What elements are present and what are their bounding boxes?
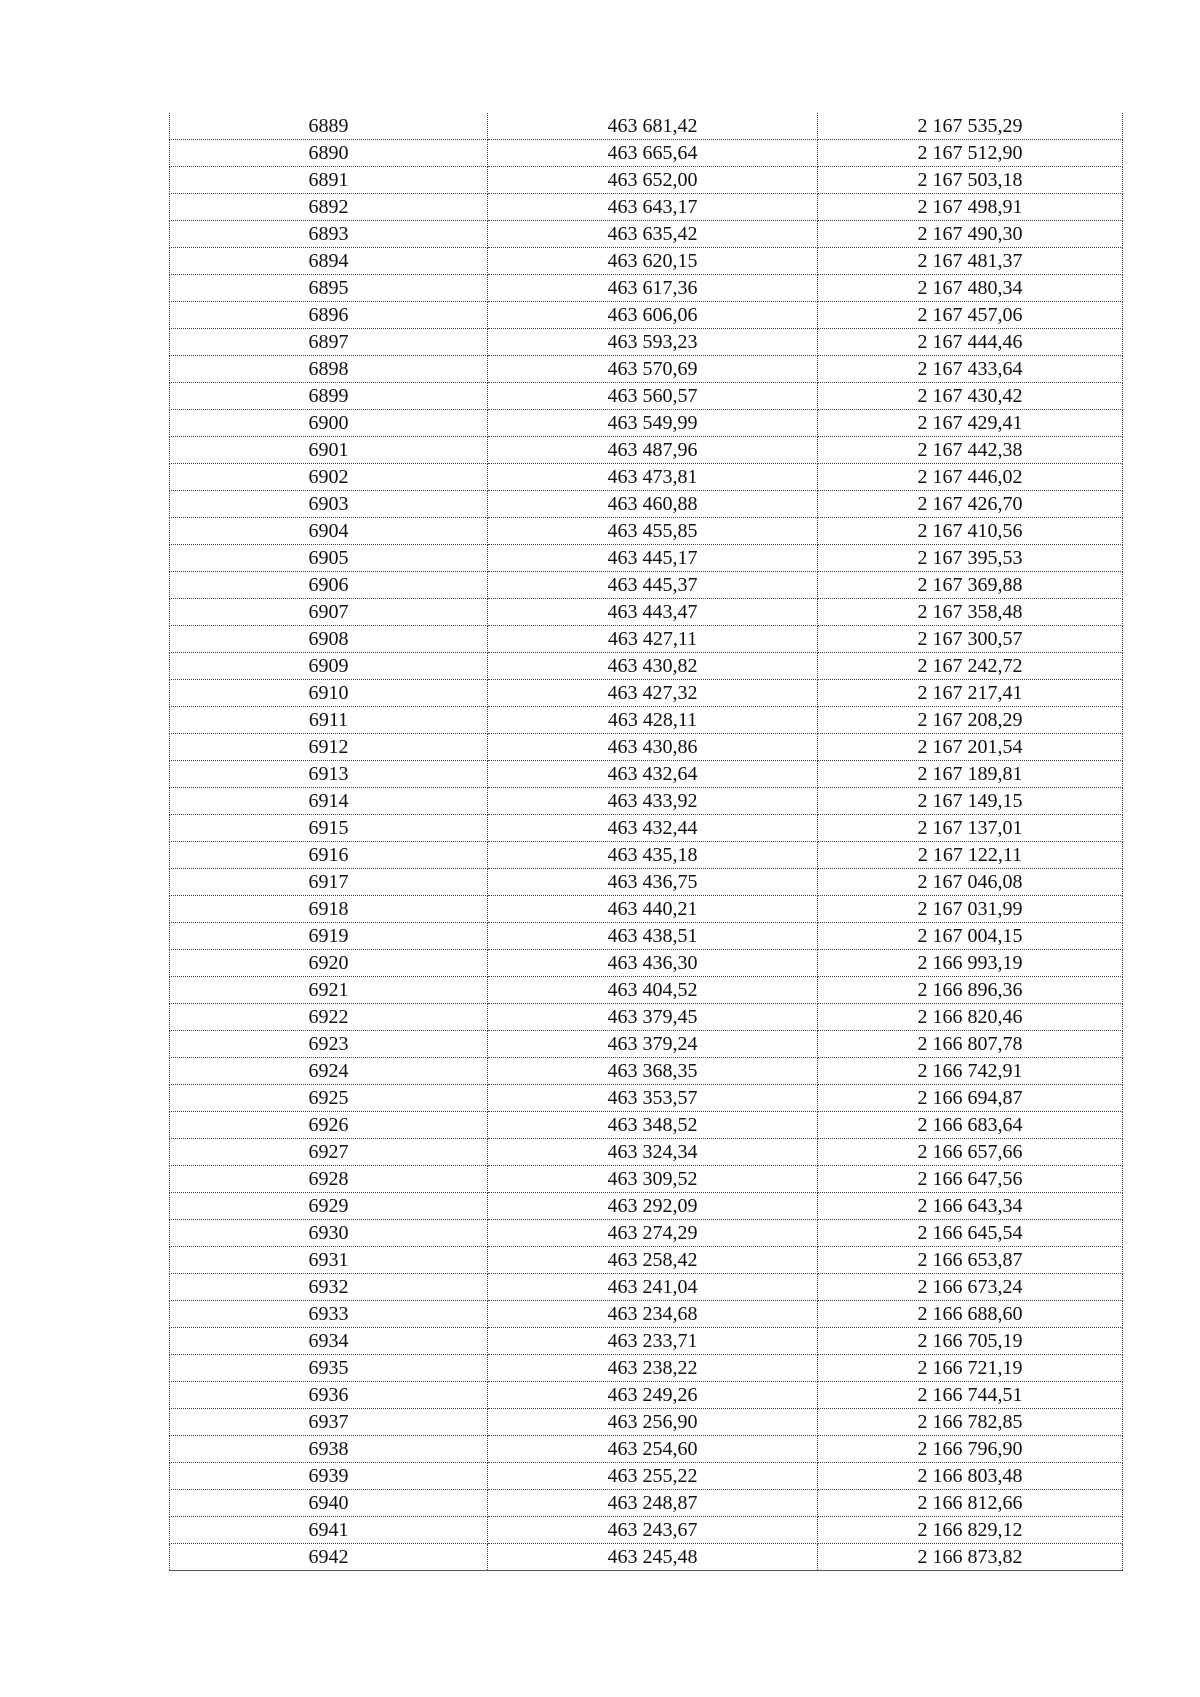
point-number-cell: 6919: [170, 923, 488, 950]
table-row: [170, 1463, 1123, 1490]
y-coordinate-cell: 2 167 457,06: [818, 302, 1123, 329]
point-number-cell: 6928: [170, 1166, 488, 1193]
y-coordinate-cell: 2 166 812,66: [818, 1490, 1123, 1517]
table-row: [170, 1490, 1123, 1517]
x-coordinate-cell: 463 445,17: [488, 545, 818, 572]
table-row: [170, 1517, 1123, 1544]
point-number-cell: 6914: [170, 788, 488, 815]
table-row: [170, 302, 1123, 329]
y-coordinate-cell: 2 167 217,41: [818, 680, 1123, 707]
x-coordinate-cell: 463 570,69: [488, 356, 818, 383]
y-coordinate-cell: 2 167 503,18: [818, 167, 1123, 194]
point-number-cell: 6921: [170, 977, 488, 1004]
y-coordinate-cell: 2 167 122,11: [818, 842, 1123, 869]
x-coordinate-cell: 463 487,96: [488, 437, 818, 464]
point-number-cell: 6913: [170, 761, 488, 788]
point-number-cell: 6892: [170, 194, 488, 221]
table-row: [170, 842, 1123, 869]
y-coordinate-cell: 2 166 643,34: [818, 1193, 1123, 1220]
x-coordinate-cell: 463 255,22: [488, 1463, 818, 1490]
y-coordinate-cell: 2 166 803,48: [818, 1463, 1123, 1490]
point-number-cell: 6889: [170, 113, 488, 140]
y-coordinate-cell: 2 166 873,82: [818, 1544, 1123, 1571]
x-coordinate-cell: 463 241,04: [488, 1274, 818, 1301]
y-coordinate-cell: 2 166 673,24: [818, 1274, 1123, 1301]
table-row: [170, 653, 1123, 680]
x-coordinate-cell: 463 438,51: [488, 923, 818, 950]
point-number-cell: 6922: [170, 1004, 488, 1031]
table-row: [170, 1139, 1123, 1166]
table-row: [170, 275, 1123, 302]
point-number-cell: 6918: [170, 896, 488, 923]
y-coordinate-cell: 2 166 647,56: [818, 1166, 1123, 1193]
x-coordinate-cell: 463 309,52: [488, 1166, 818, 1193]
x-coordinate-cell: 463 433,92: [488, 788, 818, 815]
y-coordinate-cell: 2 167 498,91: [818, 194, 1123, 221]
point-number-cell: 6909: [170, 653, 488, 680]
y-coordinate-cell: 2 166 807,78: [818, 1031, 1123, 1058]
y-coordinate-cell: 2 166 721,19: [818, 1355, 1123, 1382]
table-row: [170, 437, 1123, 464]
y-coordinate-cell: 2 167 358,48: [818, 599, 1123, 626]
x-coordinate-cell: 463 234,68: [488, 1301, 818, 1328]
x-coordinate-cell: 463 635,42: [488, 221, 818, 248]
table-row: [170, 1355, 1123, 1382]
point-number-cell: 6917: [170, 869, 488, 896]
y-coordinate-cell: 2 167 535,29: [818, 113, 1123, 140]
y-coordinate-cell: 2 167 433,64: [818, 356, 1123, 383]
y-coordinate-cell: 2 167 395,53: [818, 545, 1123, 572]
y-coordinate-cell: 2 167 512,90: [818, 140, 1123, 167]
table-row: [170, 356, 1123, 383]
table-row: [170, 707, 1123, 734]
y-coordinate-cell: 2 167 369,88: [818, 572, 1123, 599]
x-coordinate-cell: 463 665,64: [488, 140, 818, 167]
x-coordinate-cell: 463 379,24: [488, 1031, 818, 1058]
y-coordinate-cell: 2 166 653,87: [818, 1247, 1123, 1274]
point-number-cell: 6923: [170, 1031, 488, 1058]
x-coordinate-cell: 463 233,71: [488, 1328, 818, 1355]
table-row: [170, 1220, 1123, 1247]
y-coordinate-cell: 2 167 490,30: [818, 221, 1123, 248]
x-coordinate-cell: 463 549,99: [488, 410, 818, 437]
x-coordinate-cell: 463 455,85: [488, 518, 818, 545]
point-number-cell: 6920: [170, 950, 488, 977]
y-coordinate-cell: 2 167 300,57: [818, 626, 1123, 653]
table-row: [170, 815, 1123, 842]
table-row: [170, 950, 1123, 977]
y-coordinate-cell: 2 167 429,41: [818, 410, 1123, 437]
point-number-cell: 6900: [170, 410, 488, 437]
table-row: [170, 1274, 1123, 1301]
table-row: [170, 491, 1123, 518]
y-coordinate-cell: 2 167 201,54: [818, 734, 1123, 761]
table-row: [170, 1112, 1123, 1139]
x-coordinate-cell: 463 436,75: [488, 869, 818, 896]
point-number-cell: 6915: [170, 815, 488, 842]
y-coordinate-cell: 2 167 242,72: [818, 653, 1123, 680]
table-row: [170, 1328, 1123, 1355]
x-coordinate-cell: 463 436,30: [488, 950, 818, 977]
table-row: [170, 1409, 1123, 1436]
x-coordinate-cell: 463 274,29: [488, 1220, 818, 1247]
point-number-cell: 6934: [170, 1328, 488, 1355]
table-row: [170, 329, 1123, 356]
y-coordinate-cell: 2 166 796,90: [818, 1436, 1123, 1463]
table-row: [170, 869, 1123, 896]
point-number-cell: 6898: [170, 356, 488, 383]
point-number-cell: 6941: [170, 1517, 488, 1544]
point-number-cell: 6936: [170, 1382, 488, 1409]
x-coordinate-cell: 463 256,90: [488, 1409, 818, 1436]
point-number-cell: 6911: [170, 707, 488, 734]
table-row: [170, 1301, 1123, 1328]
x-coordinate-cell: 463 435,18: [488, 842, 818, 869]
y-coordinate-cell: 2 167 410,56: [818, 518, 1123, 545]
x-coordinate-cell: 463 440,21: [488, 896, 818, 923]
table-row: [170, 1544, 1123, 1571]
x-coordinate-cell: 463 292,09: [488, 1193, 818, 1220]
y-coordinate-cell: 2 167 031,99: [818, 896, 1123, 923]
y-coordinate-cell: 2 167 004,15: [818, 923, 1123, 950]
x-coordinate-cell: 463 379,45: [488, 1004, 818, 1031]
point-number-cell: 6933: [170, 1301, 488, 1328]
point-number-cell: 6906: [170, 572, 488, 599]
x-coordinate-cell: 463 368,35: [488, 1058, 818, 1085]
x-coordinate-cell: 463 324,34: [488, 1139, 818, 1166]
y-coordinate-cell: 2 167 442,38: [818, 437, 1123, 464]
x-coordinate-cell: 463 432,44: [488, 815, 818, 842]
x-coordinate-cell: 463 681,42: [488, 113, 818, 140]
y-coordinate-cell: 2 166 694,87: [818, 1085, 1123, 1112]
table-row: [170, 248, 1123, 275]
table-row: [170, 977, 1123, 1004]
table-row: [170, 410, 1123, 437]
table-row: [170, 167, 1123, 194]
y-coordinate-cell: 2 167 208,29: [818, 707, 1123, 734]
point-number-cell: 6926: [170, 1112, 488, 1139]
point-number-cell: 6930: [170, 1220, 488, 1247]
point-number-cell: 6904: [170, 518, 488, 545]
y-coordinate-cell: 2 166 657,66: [818, 1139, 1123, 1166]
point-number-cell: 6903: [170, 491, 488, 518]
point-number-cell: 6899: [170, 383, 488, 410]
x-coordinate-cell: 463 245,48: [488, 1544, 818, 1571]
y-coordinate-cell: 2 167 480,34: [818, 275, 1123, 302]
point-number-cell: 6925: [170, 1085, 488, 1112]
x-coordinate-cell: 463 593,23: [488, 329, 818, 356]
table-row: [170, 1085, 1123, 1112]
point-number-cell: 6927: [170, 1139, 488, 1166]
y-coordinate-cell: 2 166 645,54: [818, 1220, 1123, 1247]
point-number-cell: 6908: [170, 626, 488, 653]
y-coordinate-cell: 2 166 820,46: [818, 1004, 1123, 1031]
x-coordinate-cell: 463 445,37: [488, 572, 818, 599]
table-row: [170, 1193, 1123, 1220]
point-number-cell: 6910: [170, 680, 488, 707]
point-number-cell: 6893: [170, 221, 488, 248]
point-number-cell: 6894: [170, 248, 488, 275]
point-number-cell: 6938: [170, 1436, 488, 1463]
table-row: [170, 545, 1123, 572]
x-coordinate-cell: 463 606,06: [488, 302, 818, 329]
x-coordinate-cell: 463 428,11: [488, 707, 818, 734]
point-number-cell: 6942: [170, 1544, 488, 1571]
x-coordinate-cell: 463 249,26: [488, 1382, 818, 1409]
x-coordinate-cell: 463 652,00: [488, 167, 818, 194]
point-number-cell: 6916: [170, 842, 488, 869]
point-number-cell: 6896: [170, 302, 488, 329]
x-coordinate-cell: 463 617,36: [488, 275, 818, 302]
coordinates-table-body: [170, 113, 1123, 1571]
x-coordinate-cell: 463 258,42: [488, 1247, 818, 1274]
x-coordinate-cell: 463 353,57: [488, 1085, 818, 1112]
x-coordinate-cell: 463 430,86: [488, 734, 818, 761]
table-row: [170, 761, 1123, 788]
y-coordinate-cell: 2 166 829,12: [818, 1517, 1123, 1544]
point-number-cell: 6935: [170, 1355, 488, 1382]
point-number-cell: 6901: [170, 437, 488, 464]
table-row: [170, 140, 1123, 167]
y-coordinate-cell: 2 167 446,02: [818, 464, 1123, 491]
point-number-cell: 6905: [170, 545, 488, 572]
x-coordinate-cell: 463 248,87: [488, 1490, 818, 1517]
x-coordinate-cell: 463 254,60: [488, 1436, 818, 1463]
x-coordinate-cell: 463 460,88: [488, 491, 818, 518]
x-coordinate-cell: 463 473,81: [488, 464, 818, 491]
point-number-cell: 6897: [170, 329, 488, 356]
table-row: [170, 734, 1123, 761]
y-coordinate-cell: 2 167 430,42: [818, 383, 1123, 410]
point-number-cell: 6890: [170, 140, 488, 167]
x-coordinate-cell: 463 620,15: [488, 248, 818, 275]
y-coordinate-cell: 2 166 744,51: [818, 1382, 1123, 1409]
point-number-cell: 6891: [170, 167, 488, 194]
x-coordinate-cell: 463 404,52: [488, 977, 818, 1004]
y-coordinate-cell: 2 166 742,91: [818, 1058, 1123, 1085]
y-coordinate-cell: 2 167 046,08: [818, 869, 1123, 896]
table-row: [170, 194, 1123, 221]
x-coordinate-cell: 463 643,17: [488, 194, 818, 221]
table-row: [170, 383, 1123, 410]
table-row: [170, 680, 1123, 707]
point-number-cell: 6937: [170, 1409, 488, 1436]
x-coordinate-cell: 463 430,82: [488, 653, 818, 680]
x-coordinate-cell: 463 432,64: [488, 761, 818, 788]
table-row: [170, 572, 1123, 599]
table-row: [170, 1004, 1123, 1031]
table-row: [170, 788, 1123, 815]
point-number-cell: 6940: [170, 1490, 488, 1517]
point-number-cell: 6895: [170, 275, 488, 302]
y-coordinate-cell: 2 167 444,46: [818, 329, 1123, 356]
y-coordinate-cell: 2 166 993,19: [818, 950, 1123, 977]
table-row: [170, 896, 1123, 923]
x-coordinate-cell: 463 238,22: [488, 1355, 818, 1382]
table-row: [170, 1031, 1123, 1058]
x-coordinate-cell: 463 443,47: [488, 599, 818, 626]
coordinates-table: [169, 113, 1123, 1571]
y-coordinate-cell: 2 166 896,36: [818, 977, 1123, 1004]
point-number-cell: 6932: [170, 1274, 488, 1301]
table-row: [170, 1436, 1123, 1463]
point-number-cell: 6939: [170, 1463, 488, 1490]
point-number-cell: 6912: [170, 734, 488, 761]
y-coordinate-cell: 2 166 688,60: [818, 1301, 1123, 1328]
x-coordinate-cell: 463 243,67: [488, 1517, 818, 1544]
x-coordinate-cell: 463 348,52: [488, 1112, 818, 1139]
y-coordinate-cell: 2 167 189,81: [818, 761, 1123, 788]
table-row: [170, 464, 1123, 491]
point-number-cell: 6924: [170, 1058, 488, 1085]
table-row: [170, 599, 1123, 626]
table-row: [170, 1166, 1123, 1193]
table-row: [170, 1058, 1123, 1085]
table-row: [170, 518, 1123, 545]
point-number-cell: 6902: [170, 464, 488, 491]
y-coordinate-cell: 2 167 137,01: [818, 815, 1123, 842]
table-row: [170, 1247, 1123, 1274]
y-coordinate-cell: 2 167 426,70: [818, 491, 1123, 518]
table-row: [170, 626, 1123, 653]
y-coordinate-cell: 2 166 683,64: [818, 1112, 1123, 1139]
point-number-cell: 6929: [170, 1193, 488, 1220]
table-row: [170, 221, 1123, 248]
y-coordinate-cell: 2 166 705,19: [818, 1328, 1123, 1355]
x-coordinate-cell: 463 427,11: [488, 626, 818, 653]
y-coordinate-cell: 2 167 481,37: [818, 248, 1123, 275]
point-number-cell: 6931: [170, 1247, 488, 1274]
table-row: [170, 113, 1123, 140]
y-coordinate-cell: 2 166 782,85: [818, 1409, 1123, 1436]
x-coordinate-cell: 463 427,32: [488, 680, 818, 707]
point-number-cell: 6907: [170, 599, 488, 626]
table-row: [170, 1382, 1123, 1409]
table-row: [170, 923, 1123, 950]
y-coordinate-cell: 2 167 149,15: [818, 788, 1123, 815]
x-coordinate-cell: 463 560,57: [488, 383, 818, 410]
